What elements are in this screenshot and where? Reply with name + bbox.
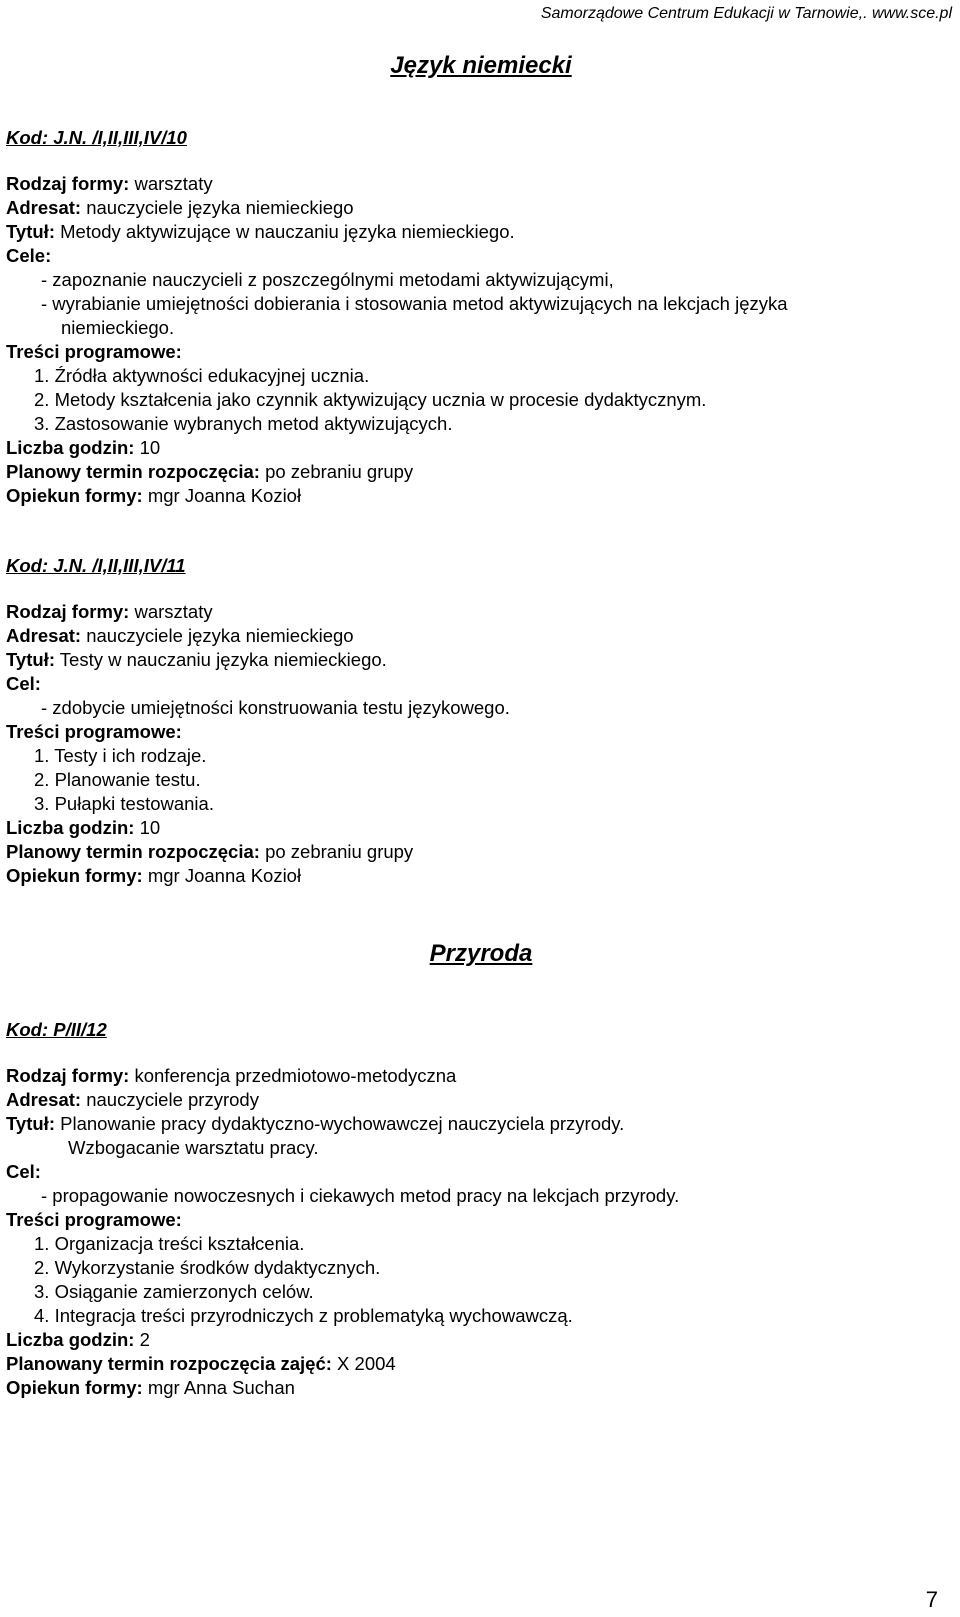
tutor-row: Opiekun formy: mgr Joanna Kozioł	[6, 485, 302, 506]
title-continuation: Wzbogacanie warsztatu pracy.	[68, 1137, 319, 1158]
program-item: 3. Pułapki testowania.	[34, 793, 214, 814]
goal-item: - propagowanie nowoczesnych i ciekawych metod pracy na lekcjach przyrody.	[41, 1185, 680, 1206]
program-item: 1. Testy i ich rodzaje.	[34, 745, 207, 766]
hours-row: Liczba godzin: 10	[6, 437, 161, 458]
course-code: Kod: J.N. /I,II,III,IV/11	[6, 555, 186, 576]
form-type-row: Rodzaj formy: warsztaty	[6, 173, 213, 194]
tutor-row: Opiekun formy: mgr Anna Suchan	[6, 1377, 295, 1398]
goal-item: - zapoznanie nauczycieli z poszczególnymi metodami aktywizującymi,	[41, 269, 614, 290]
form-type-row: Rodzaj formy: warsztaty	[6, 601, 213, 622]
program-item: 2. Metody kształcenia jako czynnik aktywizujący ucznia w procesie dydaktycznym.	[34, 389, 707, 410]
title-row: Tytuł: Planowanie pracy dydaktyczno-wychowawczej nauczyciela przyrody.	[6, 1113, 625, 1134]
subject-heading-german: Język niemiecki	[390, 52, 572, 79]
addressee-row: Adresat: nauczyciele języka niemieckiego	[6, 197, 354, 218]
goals-label: Cele:	[6, 245, 52, 266]
program-content-label: Treści programowe:	[6, 1209, 182, 1230]
tutor-row: Opiekun formy: mgr Joanna Kozioł	[6, 865, 302, 886]
form-type-row: Rodzaj formy: konferencja przedmiotowo-metodyczna	[6, 1065, 457, 1086]
course-block-11	[6, 554, 936, 888]
hours-row: Liczba godzin: 10	[6, 817, 161, 838]
addressee-row: Adresat: nauczyciele języka niemieckiego	[6, 625, 354, 646]
program-item: 3. Zastosowanie wybranych metod aktywizujących.	[34, 413, 453, 434]
goal-item: - zdobycie umiejętności konstruowania testu językowego.	[41, 697, 510, 718]
program-item: 2. Wykorzystanie środków dydaktycznych.	[34, 1257, 381, 1278]
page-header: Samorządowe Centrum Edukacji w Tarnowie,. www.sce.pl	[540, 5, 952, 22]
title-row: Tytuł: Testy w nauczaniu języka niemieckiego.	[6, 649, 387, 670]
page-number: 7	[925, 1587, 938, 1612]
program-item: 3. Osiąganie zamierzonych celów.	[34, 1281, 314, 1302]
addressee-row: Adresat: nauczyciele przyrody	[6, 1089, 259, 1110]
program-item: 1. Organizacja treści kształcenia.	[34, 1233, 305, 1254]
start-date-row: Planowy termin rozpoczęcia: po zebraniu grupy	[6, 841, 414, 862]
program-content-label: Treści programowe:	[6, 721, 182, 742]
subject-heading-nature: Przyroda	[429, 940, 533, 967]
start-date-row: Planowany termin rozpoczęcia zajęć: X 2004	[6, 1353, 396, 1374]
goal-label: Cel:	[6, 673, 41, 694]
program-item: 1. Źródła aktywności edukacyjnej ucznia.	[34, 365, 370, 386]
program-item: 2. Planowanie testu.	[34, 769, 201, 790]
goal-item: - wyrabianie umiejętności dobierania i stosowania metod aktywizujących na lekcjach języka	[41, 293, 788, 314]
program-content-label: Treści programowe:	[6, 341, 182, 362]
course-code: Kod: P/II/12	[6, 1019, 107, 1040]
goal-item-continuation: niemieckiego.	[61, 317, 175, 338]
course-block-12	[6, 1018, 936, 1400]
course-block-10	[6, 126, 936, 508]
start-date-row: Planowy termin rozpoczęcia: po zebraniu grupy	[6, 461, 414, 482]
program-item: 4. Integracja treści przyrodniczych z problematyką wychowawczą.	[34, 1305, 573, 1326]
goal-label: Cel:	[6, 1161, 41, 1182]
title-row: Tytuł: Metody aktywizujące w nauczaniu języka niemieckiego.	[6, 221, 515, 242]
hours-row: Liczba godzin: 2	[6, 1329, 150, 1350]
course-code: Kod: J.N. /I,II,III,IV/10	[6, 127, 187, 148]
